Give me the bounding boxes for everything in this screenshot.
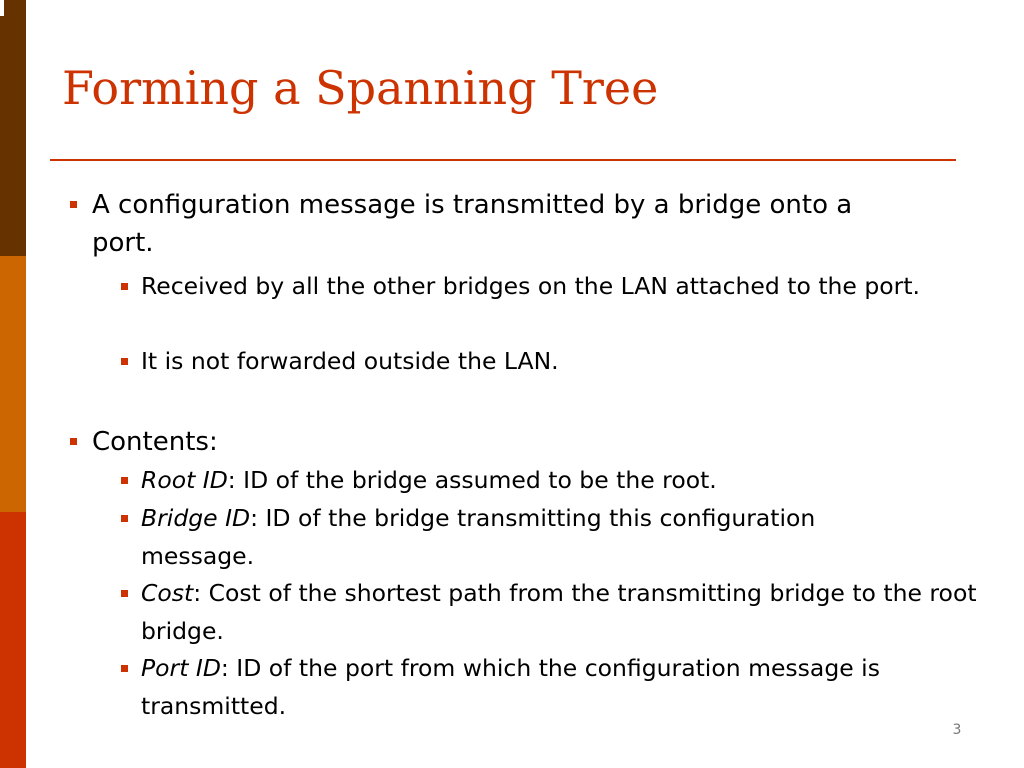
subbullet-root-id — [141, 462, 1007, 500]
field-term: Root ID — [141, 466, 228, 494]
field-description: : ID of the bridge transmitting this configuration message. — [141, 504, 816, 570]
square-bullet-icon — [121, 358, 128, 365]
field-term: Bridge ID — [141, 504, 251, 532]
field-term: Port ID — [141, 654, 221, 682]
subbullet-bridge-id — [141, 500, 881, 575]
square-bullet-icon — [121, 590, 128, 597]
bullet-text: Contents: — [92, 427, 218, 457]
subbullet-not-forwarded — [141, 343, 1007, 381]
square-bullet-icon — [70, 201, 77, 208]
square-bullet-icon — [70, 438, 77, 445]
square-bullet-icon — [121, 665, 128, 672]
square-bullet-icon — [121, 515, 128, 522]
side-stripe-notch — [0, 0, 4, 16]
side-stripe-top — [0, 0, 26, 256]
subbullet-text: Received by all the other bridges on the LAN attached to the port. — [141, 272, 920, 300]
bullet-text: A configuration message is transmitted by a bridge onto a port. — [92, 190, 853, 258]
field-description: : Cost of the shortest path from the transmitting bridge to the root bridge. — [141, 579, 977, 645]
subbullet-text: It is not forwarded outside the LAN. — [141, 347, 559, 375]
field-description: : ID of the bridge assumed to be the root. — [227, 466, 717, 494]
side-stripe-bottom — [0, 512, 26, 768]
bullet-configuration-message — [92, 186, 882, 262]
slide-title: Forming a Spanning Tree — [62, 61, 659, 115]
field-description: : ID of the port from which the configuration message is transmitted. — [141, 654, 880, 720]
square-bullet-icon — [121, 283, 128, 290]
title-underline — [50, 159, 956, 161]
subbullet-received-by-bridges — [141, 268, 1007, 306]
page-number: 3 — [952, 722, 962, 738]
bullet-contents — [92, 423, 992, 461]
field-term: Cost — [141, 579, 194, 607]
subbullet-port-id — [141, 650, 981, 725]
subbullet-cost — [141, 575, 1001, 650]
side-stripe-middle — [0, 256, 26, 512]
square-bullet-icon — [121, 477, 128, 484]
